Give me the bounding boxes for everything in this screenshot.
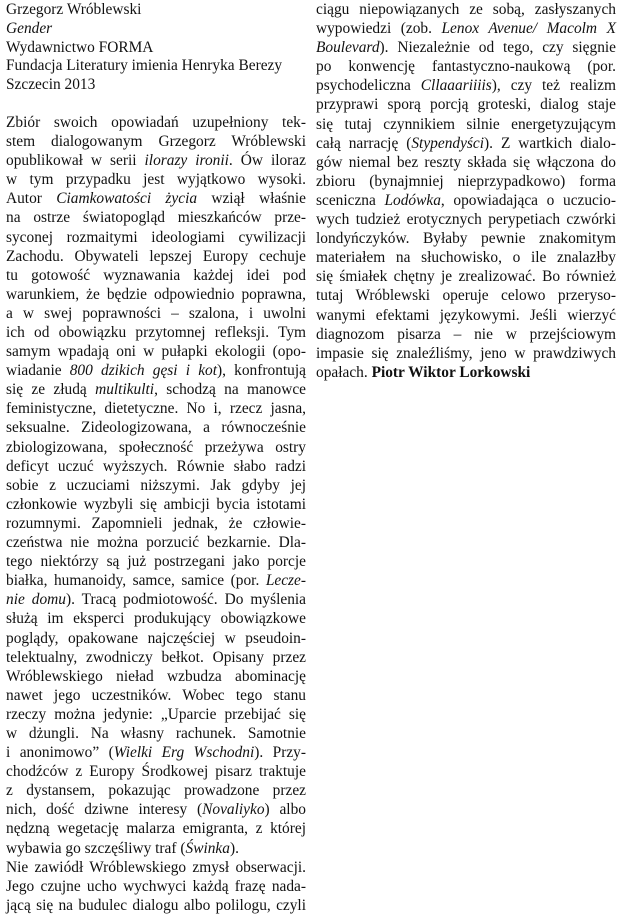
right-column — [316, 0, 616, 382]
left-text-line: nie domu). Tracą podmiotowość. Do myślenia — [6, 591, 306, 609]
right-text-line: tutaj Wróblewski operuje celowo przerysо- — [316, 287, 616, 305]
right-text-line: wypowiedzi (zob. Lenox Avenue/ Macolm X — [316, 20, 616, 38]
right-text-line: po konwencję fantastyczno-naukową (por. — [316, 58, 616, 76]
left-text-line: Jego czujne ucho wychwyci każdą frazę nada- — [6, 877, 306, 895]
left-text-line: służą im eksperci produkujący obowiązkowe — [6, 610, 306, 628]
left-text-line: tu gotowość wyznawania każdej idei pod — [6, 266, 306, 284]
left-text-line: czeństwa nie można porzucić bezkarnie. Dla- — [6, 534, 306, 552]
review-text-left — [6, 113, 306, 915]
left-text-line: opublikował w serii ilorazy ironii. Ów iloraz — [6, 152, 306, 170]
left-text-line: i anonimowo” (Wielki Erg Wschodni). Przy- — [6, 744, 306, 762]
left-text-line: nawet jego uczestników. Wobec tego stanu — [6, 686, 306, 704]
left-text-line: Nie zawiódł Wróblewskiego zmysł obserwacji. — [6, 858, 306, 876]
left-text-line: tego niektórzy są już postrzegani jako porcje — [6, 553, 306, 571]
left-text-line: telektualny, zwodniczy bełkot. Opisany przez — [6, 648, 306, 666]
left-text-line: wybawia go szczęśliwy traf (Świnka). — [6, 839, 239, 857]
review-text-right — [316, 0, 616, 382]
left-text-line: Zachodu. Obywateli lepszej Europy cechuje — [6, 247, 306, 265]
left-text-line: zbiologizowana, społeczność przeżywa ostry — [6, 438, 306, 456]
right-text-line: sceniczna Lodówka, opowiadająca o uczucio- — [316, 191, 616, 209]
right-text-line: wanymi efektami językowymi. Jeśli wierzyć — [316, 306, 616, 324]
book-publisher: Wydawnictwo FORMA — [6, 38, 154, 56]
left-text-line: ich od obowiązku przytomnej refleksji. Tym — [6, 324, 306, 342]
left-text-line: w tym przypadku jest wyjątkowo wysoki. — [6, 171, 306, 189]
right-text-line: diagnozom pisarza – nie w przejściowym — [316, 325, 616, 343]
left-text-line: członkowie wyzbyli się ambicji bycia istotami — [6, 495, 306, 513]
right-text-line: ciągu niepowiązanych ze sobą, zasłyszanych — [316, 1, 616, 18]
left-text-line: białka, humanoidy, samce, samice (por. Leczе- — [6, 572, 306, 590]
left-text-line: chodźców z Europy Środkowej pisarz traktuje — [6, 763, 306, 781]
left-text-line: się ze złudą multikulti, schodzą na manowce — [6, 381, 306, 399]
left-text-line: rzeczy można jedynie: „Uparcie przebijać się — [6, 705, 306, 723]
right-text-line: się śmiałek chętny je zrealizować. Bo również — [316, 268, 616, 286]
left-text-line: rozumnymi. Zapomnieli jednak, że człowie- — [6, 514, 306, 532]
right-text-line: przyprawi sporą porcją groteski, dialog staje — [316, 96, 616, 114]
left-text-line: poglądy, opakowane najczęściej w pseudoin- — [6, 629, 306, 647]
book-author: Grzegorz Wróblewski — [6, 1, 142, 18]
right-text-line: zbioru (bynajmniej nieprzypadkowo) forma — [316, 172, 616, 190]
book-title: Gender — [6, 19, 53, 37]
right-text-line: impasie się znaleźliśmy, jeno w prawdziwych — [316, 344, 616, 362]
right-text-line: gów niemal bez reszty składa się włączona do — [316, 153, 616, 171]
left-text-line: na ostrze światopogląd mieszkańców prze- — [6, 209, 306, 227]
right-text-line: Boulevard). Niezależnie od tego, czy sięgnie — [316, 39, 616, 57]
right-text-line: wych tudzież erotycznych perypetiach czwórki — [316, 211, 616, 229]
left-text-line: jącą się na budulec dialogu albo polilogu, czyli — [6, 896, 306, 914]
left-text-line: Zbiór swoich opowiadań uzupełniony tek- — [6, 113, 306, 131]
right-text-line: całą narrację (Stypendyści). Z wartkich dialo- — [316, 134, 616, 152]
left-text-line: a w swej poprawności – szalona, i uwolni — [6, 304, 306, 322]
left-column — [6, 0, 306, 915]
left-text-line: nędzną wegetację malarza emigranta, z której — [6, 820, 306, 838]
left-text-line: seksualne. Zideologizowana, a równocześnie — [6, 419, 306, 437]
right-text-line: psychodeliczna Cllaaariiiis), czy też realizm — [316, 77, 616, 95]
right-text-line: londyńczyków. Byłaby pewnie znakomitym — [316, 230, 616, 248]
left-text-line: z dystansem, pokazując prowadzone przez — [6, 782, 306, 800]
right-text-line: opałach. Piotr Wiktor Lorkowski — [316, 363, 531, 381]
book-metadata — [6, 0, 306, 94]
left-text-line: stem dialogowanym Grzegorz Wróblewski — [6, 133, 306, 151]
left-text-line: Autor Ciamkowatości życia wziął właśnie — [6, 190, 306, 208]
meta-spacer — [6, 94, 306, 113]
left-text-line: deficyt uczuć wyższych. Równie słabo radzi — [6, 457, 306, 475]
right-text-line: materiałem na słuchowisko, o ile znalazłby — [316, 249, 616, 267]
left-text-line: feministyczne, dietetyczne. No i, rzecz jasna, — [6, 400, 306, 418]
left-text-line: Wróblewskiego nieład wzbudza abominację — [6, 667, 306, 685]
book-foundation: Fundacja Literatury imienia Henryka Berezy — [6, 57, 283, 75]
left-text-line: nich, dość dziwne interesy (Novaliyko) albo — [6, 801, 306, 819]
left-text-line: wiadanie 800 dzikich gęsi i kot), konfrontują — [6, 362, 306, 380]
left-text-line: warunkiem, że będzie odpowiednio poprawna, — [6, 285, 306, 303]
book-place-year: Szczecin 2013 — [6, 76, 96, 94]
left-text-line: sobie z uczuciami niższymi. Jak gdyby jej — [6, 476, 306, 494]
right-text-line: się tutaj czynnikiem silnie energetyzującym — [316, 115, 616, 133]
left-text-line: samym wpadają oni w pułapki ekologii (opo- — [6, 343, 306, 361]
left-text-line: syconej rozmaitymi ideologiami cywilizacji — [6, 228, 306, 246]
left-text-line: w dżungli. Na własny rachunek. Samotnie — [6, 724, 306, 742]
